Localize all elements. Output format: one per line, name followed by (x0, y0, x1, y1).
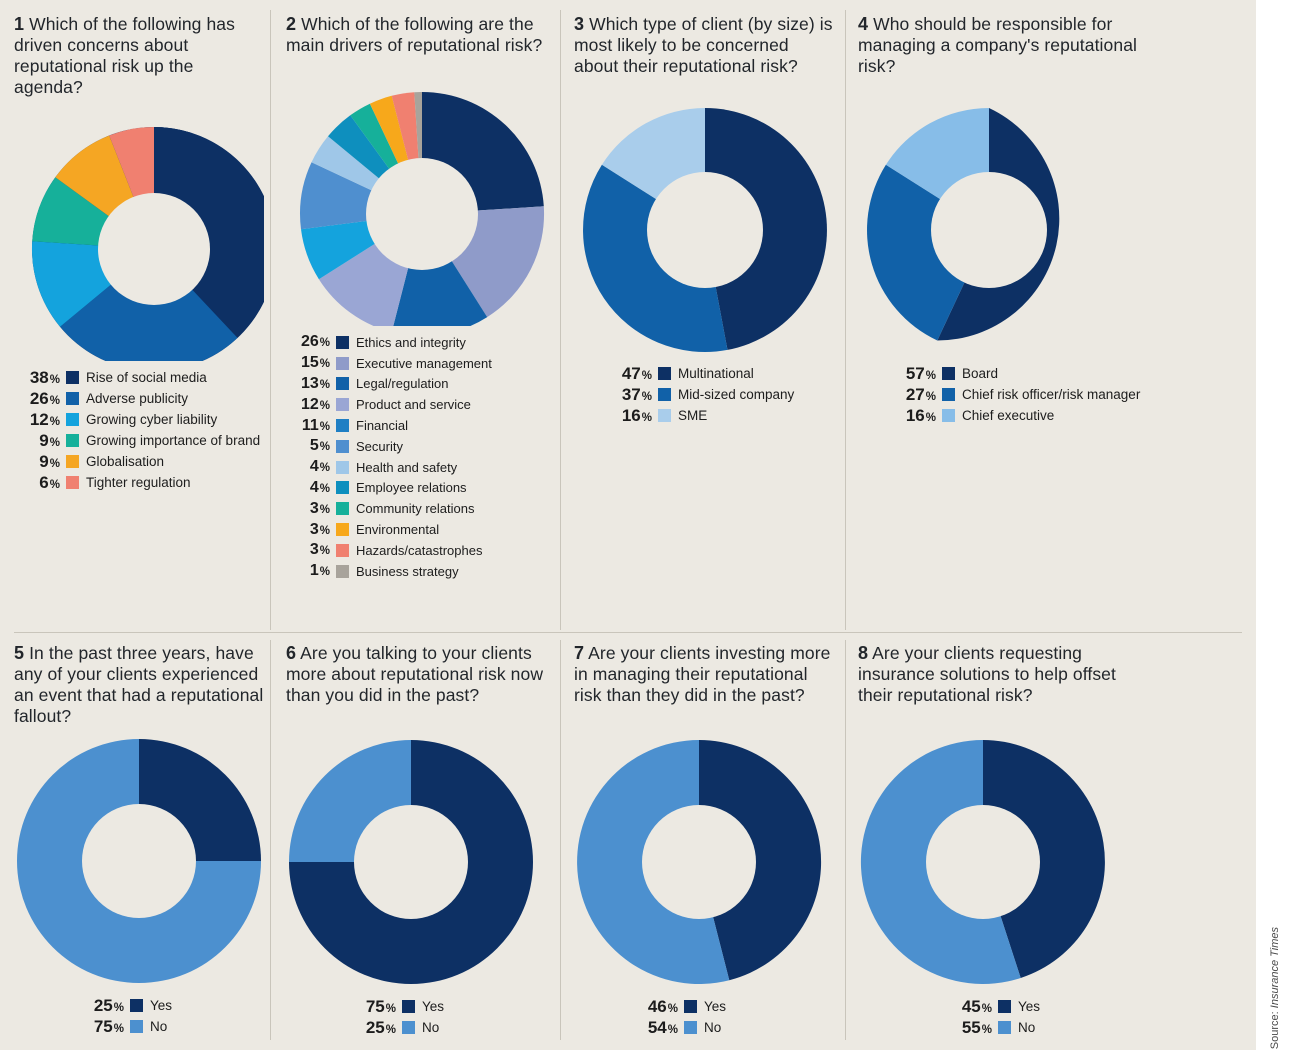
legend-swatch-icon (684, 1000, 697, 1013)
column-divider (845, 640, 846, 1040)
legend-label: Globalisation (86, 454, 165, 469)
question-number-4: 4 (858, 14, 869, 34)
legend-value: 9% (39, 430, 60, 450)
chart-cell-7 (574, 643, 836, 1038)
legend-label: Chief risk officer/risk manager (962, 387, 1141, 402)
legend-swatch-icon (336, 357, 349, 370)
legend-item (14, 451, 264, 472)
legend-item (14, 430, 264, 451)
legend-swatch-icon (336, 502, 349, 515)
question-text-1: Which of the following has driven concerns about reputational risk up the agenda? (14, 14, 235, 97)
legend-label: Legal/regulation (356, 376, 449, 392)
legend-label: Rise of social media (86, 370, 207, 385)
legend-label: No (1018, 1020, 1036, 1035)
legend-value: 4% (309, 458, 330, 476)
legend-swatch-icon (336, 419, 349, 432)
legend-item (606, 405, 836, 426)
legend-item (78, 995, 264, 1016)
chart-cell-2 (286, 14, 551, 582)
legend-label: Security (356, 438, 403, 454)
legend-item (350, 996, 551, 1017)
legend-swatch-icon (402, 1000, 415, 1013)
legend-item (606, 363, 836, 384)
legend-item (286, 519, 551, 540)
legend-value: 25% (365, 1017, 396, 1037)
question-number-5: 5 (14, 643, 25, 663)
legend-swatch-icon (942, 409, 955, 422)
question-text-6: Are you talking to your clients more about reputational risk now than you did in the past? (286, 643, 544, 705)
question-text-3: Which type of client (by size) is most likely to be concerned about their reputational risk? (574, 14, 833, 76)
question-title-6 (286, 643, 551, 706)
donut-svg-8 (858, 740, 1148, 990)
column-divider (560, 640, 561, 1040)
donut-chart-2 (286, 86, 551, 326)
legend-label: Chief executive (962, 408, 1055, 423)
legend-swatch-icon (336, 461, 349, 474)
legend-8 (946, 996, 1148, 1038)
donut-svg-2 (286, 86, 551, 326)
donut-svg-6 (286, 740, 551, 990)
question-title-3 (574, 14, 836, 77)
legend-label: No (150, 1019, 168, 1034)
legend-value: 1% (309, 562, 330, 580)
legend-value: 12% (29, 409, 60, 429)
question-number-1: 1 (14, 14, 25, 34)
legend-value: 46% (647, 996, 678, 1016)
legend-value: 3% (309, 520, 330, 538)
legend-label: Yes (422, 999, 445, 1014)
legend-label: Growing importance of brand (86, 433, 261, 448)
legend-label: Yes (150, 998, 173, 1013)
legend-value: 45% (961, 996, 992, 1016)
legend-value: 9% (39, 451, 60, 471)
legend-swatch-icon (998, 1021, 1011, 1034)
legend-swatch-icon (66, 371, 79, 384)
legend-label: Environmental (356, 522, 440, 538)
legend-swatch-icon (336, 440, 349, 453)
question-number-7: 7 (574, 643, 585, 663)
legend-7 (632, 996, 836, 1038)
legend-value: 5% (309, 437, 330, 455)
chart-cell-5 (14, 643, 264, 1037)
question-title-8 (858, 643, 1148, 706)
legend-label: Growing cyber liability (86, 412, 218, 427)
legend-item (286, 478, 551, 499)
legend-swatch-icon (130, 1020, 143, 1033)
question-text-2: Which of the following are the main drivers of reputational risk? (286, 14, 543, 55)
legend-swatch-icon (336, 481, 349, 494)
legend-swatch-icon (66, 455, 79, 468)
legend-label: Yes (704, 999, 727, 1014)
legend-value: 6% (39, 472, 60, 492)
legend-value: 15% (300, 354, 330, 372)
legend-swatch-icon (336, 377, 349, 390)
column-divider (270, 640, 271, 1040)
question-title-2 (286, 14, 551, 56)
donut-chart-5 (14, 739, 264, 989)
donut-svg-5 (14, 739, 264, 989)
legend-item (286, 353, 551, 374)
chart-cell-1 (14, 14, 264, 493)
legend-label: Product and service (356, 397, 471, 413)
legend-swatch-icon (66, 413, 79, 426)
legend-1 (14, 367, 264, 493)
question-title-5 (14, 643, 264, 727)
legend-label: No (704, 1020, 722, 1035)
donut-chart-3 (574, 97, 836, 357)
legend-item (286, 540, 551, 561)
chart-cell-6 (286, 643, 551, 1038)
legend-5 (78, 995, 264, 1037)
legend-value: 37% (621, 384, 652, 404)
legend-swatch-icon (658, 409, 671, 422)
legend-label: Mid-sized company (678, 387, 795, 402)
legend-label: Financial (356, 418, 409, 434)
legend-item (14, 388, 264, 409)
legend-label: Executive management (356, 355, 492, 371)
legend-swatch-icon (336, 544, 349, 557)
legend-value: 26% (29, 388, 60, 408)
legend-value: 54% (647, 1017, 678, 1037)
legend-item (890, 363, 1148, 384)
legend-swatch-icon (998, 1000, 1011, 1013)
legend-value: 75% (93, 1016, 124, 1036)
legend-swatch-icon (658, 388, 671, 401)
chart-cell-4 (858, 14, 1148, 426)
legend-swatch-icon (66, 476, 79, 489)
legend-swatch-icon (66, 434, 79, 447)
legend-swatch-icon (130, 999, 143, 1012)
donut-svg-7 (574, 740, 836, 990)
legend-item (14, 409, 264, 430)
legend-item (286, 332, 551, 353)
legend-label: Health and safety (356, 459, 458, 475)
question-title-1 (14, 14, 264, 98)
legend-swatch-icon (336, 398, 349, 411)
question-text-7: Are your clients investing more in managing their reputational risk than they did in the past? (574, 643, 831, 705)
legend-value: 13% (300, 374, 330, 392)
donut-chart-8 (858, 740, 1148, 990)
legend-value: 11% (301, 416, 330, 434)
question-number-3: 3 (574, 14, 585, 34)
legend-item (350, 1017, 551, 1038)
source-attribution (1269, 927, 1289, 1049)
legend-value: 55% (961, 1017, 992, 1037)
legend-label: Tighter regulation (86, 475, 191, 490)
legend-swatch-icon (66, 392, 79, 405)
column-divider (270, 10, 271, 630)
legend-value: 38% (29, 367, 60, 387)
legend-item (14, 472, 264, 493)
legend-value: 3% (309, 499, 330, 517)
donut-chart-6 (286, 740, 551, 990)
source-label: Source: (1269, 1011, 1281, 1049)
legend-value: 16% (621, 405, 652, 425)
donut-svg-4 (858, 97, 1148, 357)
legend-label: Ethics and integrity (356, 334, 466, 350)
legend-swatch-icon (684, 1021, 697, 1034)
legend-value: 27% (905, 384, 936, 404)
legend-label: Multinational (678, 366, 754, 381)
legend-value: 4% (309, 478, 330, 496)
legend-swatch-icon (942, 388, 955, 401)
legend-item (286, 394, 551, 415)
legend-label: No (422, 1020, 440, 1035)
donut-chart-1 (14, 106, 264, 361)
legend-item (890, 405, 1148, 426)
source-text: Insurance Times (1269, 926, 1281, 1012)
legend-6 (350, 996, 551, 1038)
question-text-5: In the past three years, have any of your clients experienced an event that had a reputational fallout? (14, 643, 264, 726)
legend-swatch-icon (336, 565, 349, 578)
legend-value: 3% (309, 541, 330, 559)
legend-label: Adverse publicity (86, 391, 189, 406)
legend-value: 57% (905, 363, 936, 383)
legend-item (632, 996, 836, 1017)
question-number-2: 2 (286, 14, 297, 34)
question-text-4: Who should be responsible for managing a company's reputational risk? (858, 14, 1138, 76)
legend-2 (286, 332, 551, 582)
legend-item (286, 561, 551, 582)
donut-chart-7 (574, 740, 836, 990)
legend-item (946, 996, 1148, 1017)
row-divider (14, 632, 1242, 633)
legend-item (78, 1016, 264, 1037)
chart-cell-8 (858, 643, 1148, 1038)
legend-label: Yes (1018, 999, 1041, 1014)
legend-item (632, 1017, 836, 1038)
legend-item (286, 436, 551, 457)
legend-label: Business strategy (356, 563, 459, 579)
legend-item (286, 374, 551, 395)
legend-value: 47% (621, 363, 652, 383)
legend-item (890, 384, 1148, 405)
donut-chart-4 (858, 97, 1148, 357)
question-title-7 (574, 643, 836, 706)
legend-item (14, 367, 264, 388)
legend-item (946, 1017, 1148, 1038)
column-divider (845, 10, 846, 630)
column-divider (560, 10, 561, 630)
legend-4 (890, 363, 1148, 426)
legend-label: Community relations (356, 501, 475, 517)
question-number-6: 6 (286, 643, 297, 663)
legend-swatch-icon (336, 523, 349, 536)
legend-swatch-icon (942, 367, 955, 380)
legend-value: 75% (365, 996, 396, 1016)
legend-swatch-icon (402, 1021, 415, 1034)
chart-cell-3 (574, 14, 836, 426)
legend-3 (606, 363, 836, 426)
legend-swatch-icon (336, 336, 349, 349)
legend-value: 16% (905, 405, 936, 425)
question-title-4 (858, 14, 1148, 77)
legend-item (606, 384, 836, 405)
question-text-8: Are your clients requesting insurance solutions to help offset their reputational risk? (858, 643, 1116, 705)
legend-value: 12% (300, 395, 330, 413)
legend-swatch-icon (658, 367, 671, 380)
legend-item (286, 415, 551, 436)
donut-svg-1 (14, 106, 264, 361)
legend-value: 25% (93, 995, 124, 1015)
legend-label: Hazards/catastrophes (356, 542, 483, 558)
legend-label: SME (678, 408, 708, 423)
legend-item (286, 457, 551, 478)
legend-label: Employee relations (356, 480, 467, 496)
legend-value: 26% (300, 333, 330, 351)
donut-svg-3 (574, 97, 836, 357)
question-number-8: 8 (858, 643, 869, 663)
legend-item (286, 498, 551, 519)
legend-label: Board (962, 366, 999, 381)
